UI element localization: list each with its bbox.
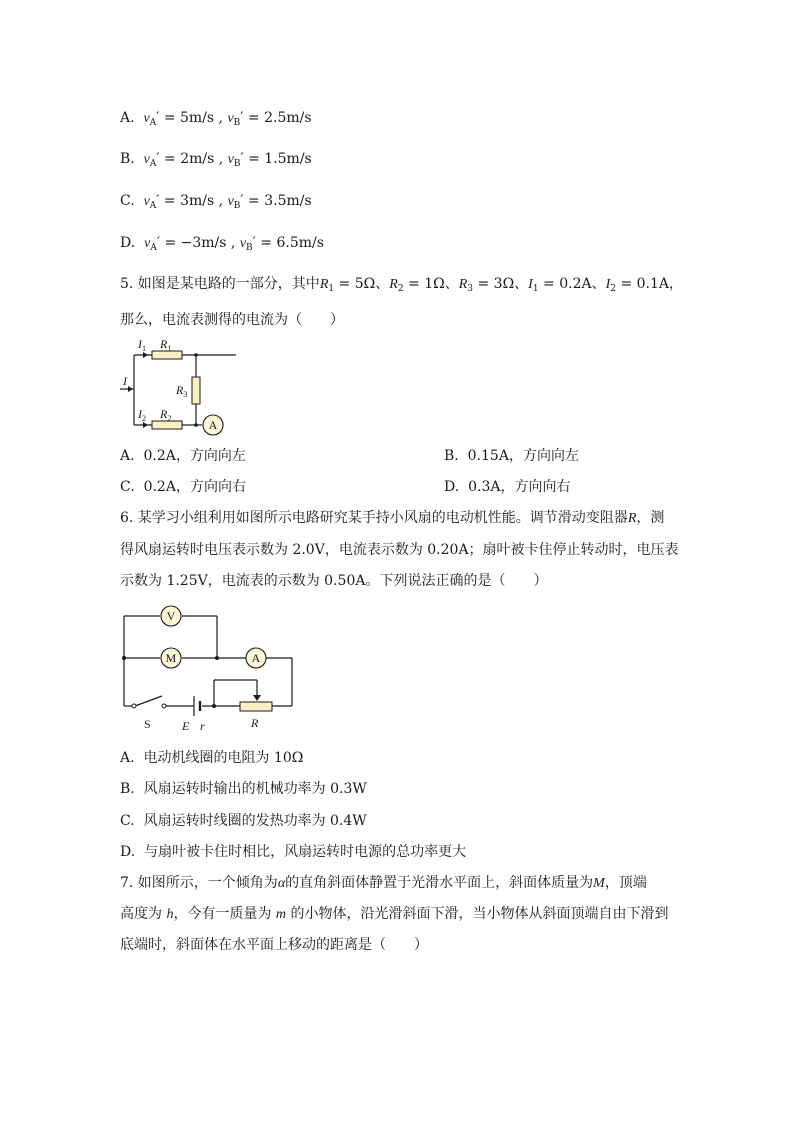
- motor-label: M: [165, 651, 177, 665]
- q6-option-c: C. 风扇运转时线圈的发热功率为 0.4W: [120, 813, 367, 829]
- arrow-right-icon: [128, 386, 133, 392]
- ammeter-label: A: [251, 651, 261, 665]
- switch-label: S: [144, 717, 151, 731]
- q4-option: D. $v_A' = -3m/s$ , $v_B' = 6.5m/s$: [120, 235, 324, 253]
- i2-label: $I_2$: [138, 407, 146, 423]
- q5-option-c: C. 0.2A，方向向右: [120, 479, 246, 495]
- r2-label: $R_2$: [160, 407, 172, 423]
- i1-label: $I_1$: [138, 337, 146, 353]
- r3-label: $R_3$: [176, 383, 188, 399]
- q5-option-b: B. 0.15A，方向向左: [444, 448, 579, 464]
- q4-option: C. $v_A' = 3m/s$ , $v_B' = 3.5m/s$: [120, 193, 312, 211]
- q5-option-a: A. 0.2A，方向向左: [120, 448, 246, 464]
- q6-option-a: A. 电动机线圈的电阻为 10Ω: [120, 750, 304, 766]
- slider-arrow-icon: [253, 695, 261, 701]
- q5-stem-line1: 5. 如图是某电路的一部分，其中$R_1 = 5\Omega$、$R_2 = 1\Omega$、$R_3 = 3\Omega$、$I_1 = 0.2A$、$I_2 = 0.1A$，: [120, 276, 684, 294]
- q5-circuit-diagram: [110, 332, 250, 437]
- q6-circuit-diagram: [110, 600, 310, 736]
- q6-option-b: B. 风扇运转时输出的机械功率为 0.3W: [120, 781, 367, 797]
- rheostat-label: R: [251, 716, 259, 730]
- q6-stem-line1: 6. 某学习小组利用如图所示电路研究某手持小风扇的电动机性能。调节滑动变阻器R，测: [120, 510, 665, 526]
- r1-label: $R_1$: [160, 337, 172, 353]
- q6-stem-line2: 得风扇运转时电压表示数为 2.0V，电流表示数为 0.20A；扇叶被卡住停止转动时，电压表: [120, 542, 679, 558]
- q5-stem-line2: 那么，电流表测得的电流为（ ）: [120, 312, 344, 328]
- voltmeter-label: V: [166, 609, 176, 623]
- rheostat: [240, 702, 272, 711]
- ammeter-label: A: [208, 418, 218, 432]
- q7-stem-line3: 底端时，斜面体在水平面上移动的距离是（ ）: [120, 937, 428, 953]
- q6-option-d: D. 与扇叶被卡住时相比，风扇运转时电源的总功率更大: [120, 844, 467, 860]
- q4-option: B. $v_A' = 2m/s$ , $v_B' = 1.5m/s$: [120, 151, 312, 169]
- internal-resistance-label: r: [200, 719, 205, 733]
- r3-resistor: [192, 377, 200, 404]
- i-label: I: [123, 374, 127, 388]
- q4-option: A. $v_A' = 5m/s$ , $v_B' = 2.5m/s$: [120, 110, 312, 128]
- q5-option-d: D. 0.3A，方向向右: [444, 479, 571, 495]
- q7-stem-line1: 7. 如图所示，一个倾角为α的直角斜面体静置于光滑水平面上，斜面体质量为M，顶端: [120, 875, 647, 891]
- q6-stem-line3: 示数为 1.25V，电流表的示数为 0.50A。下列说法正确的是（ ）: [120, 573, 548, 589]
- emf-label: E: [182, 719, 190, 733]
- q7-stem-line2: 高度为 h，今有一质量为 m 的小物体，沿光滑斜面下滑，当小物体从斜面顶端自由下滑到: [120, 906, 669, 922]
